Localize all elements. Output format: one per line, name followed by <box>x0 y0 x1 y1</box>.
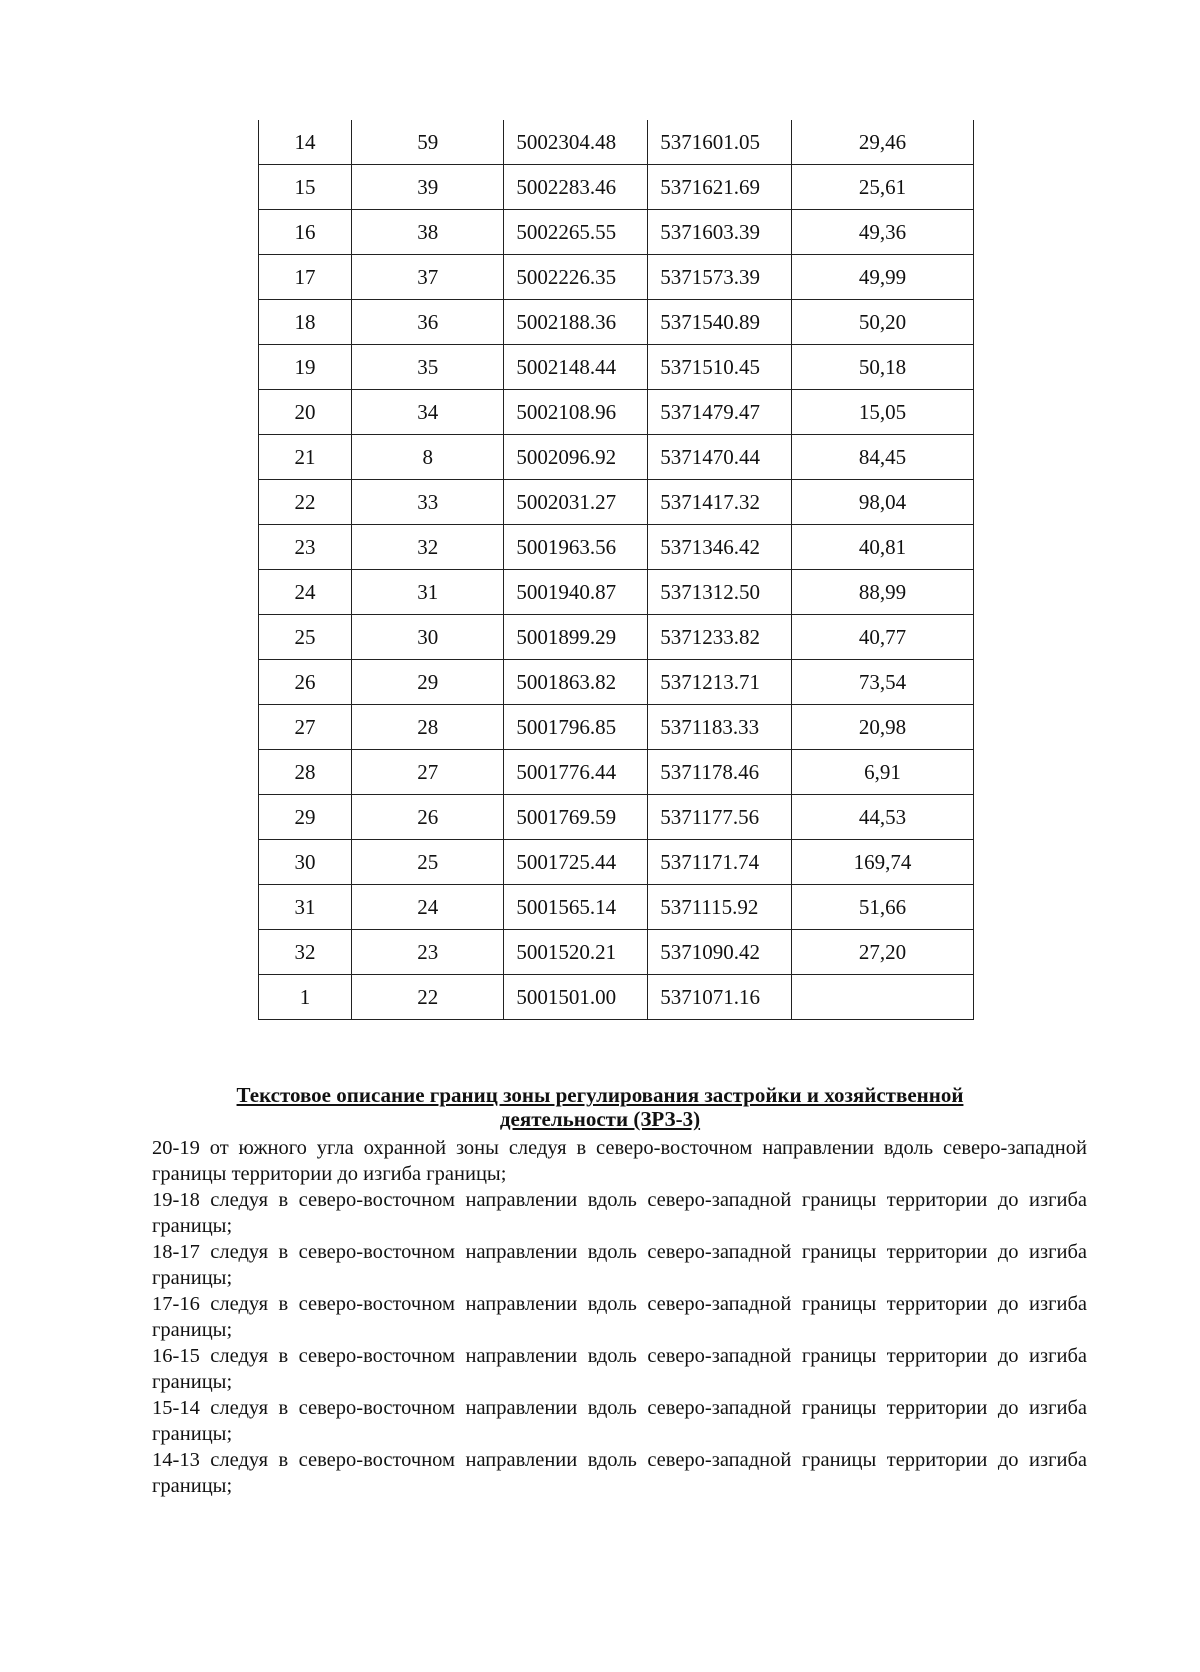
point-number-cell: 39 <box>352 165 504 210</box>
y-coordinate-cell: 5371090.42 <box>648 930 792 975</box>
row-number-cell: 22 <box>259 480 352 525</box>
table-row <box>259 120 974 165</box>
y-coordinate-cell: 5371233.82 <box>648 615 792 660</box>
table-row <box>259 795 974 840</box>
segment-length-cell: 98,04 <box>792 480 974 525</box>
segment-length-cell: 25,61 <box>792 165 974 210</box>
description-paragraph: 15-14 следуя в северо-восточном направлении вдоль северо-западной границы территории до изгиба границы; <box>152 1397 1087 1445</box>
table-row <box>259 615 974 660</box>
segment-length-cell: 27,20 <box>792 930 974 975</box>
section-title-line-2: деятельности (ЗРЗ-3) <box>499 1107 701 1131</box>
description-paragraph: 19-18 следуя в северо-восточном направлении вдоль северо-западной границы территории до изгиба границы; <box>152 1189 1087 1237</box>
segment-length-cell: 84,45 <box>792 435 974 480</box>
table-row <box>259 300 974 345</box>
coordinates-table <box>258 120 974 1020</box>
segment-length-cell: 49,36 <box>792 210 974 255</box>
point-number-cell: 29 <box>352 660 504 705</box>
table-row <box>259 390 974 435</box>
x-coordinate-cell: 5001776.44 <box>504 750 648 795</box>
x-coordinate-cell: 5001940.87 <box>504 570 648 615</box>
segment-length-cell: 169,74 <box>792 840 974 885</box>
row-number-cell: 30 <box>259 840 352 885</box>
segment-length-cell: 29,46 <box>792 120 974 165</box>
row-number-cell: 25 <box>259 615 352 660</box>
y-coordinate-cell: 5371470.44 <box>648 435 792 480</box>
table-row <box>259 255 974 300</box>
description-paragraph: 17-16 следуя в северо-восточном направлении вдоль северо-западной границы территории до изгиба границы; <box>152 1293 1087 1341</box>
table-row <box>259 210 974 255</box>
table-row <box>259 525 974 570</box>
y-coordinate-cell: 5371178.46 <box>648 750 792 795</box>
table-row <box>259 660 974 705</box>
segment-length-cell: 88,99 <box>792 570 974 615</box>
x-coordinate-cell: 5001565.14 <box>504 885 648 930</box>
y-coordinate-cell: 5371601.05 <box>648 120 792 165</box>
y-coordinate-cell: 5371071.16 <box>648 975 792 1020</box>
description-paragraph: 14-13 следуя в северо-восточном направлении вдоль северо-западной границы территории до изгиба границы; <box>152 1449 1087 1497</box>
y-coordinate-cell: 5371312.50 <box>648 570 792 615</box>
y-coordinate-cell: 5371115.92 <box>648 885 792 930</box>
row-number-cell: 23 <box>259 525 352 570</box>
row-number-cell: 29 <box>259 795 352 840</box>
row-number-cell: 1 <box>259 975 352 1020</box>
segment-length-cell: 73,54 <box>792 660 974 705</box>
y-coordinate-cell: 5371603.39 <box>648 210 792 255</box>
point-number-cell: 26 <box>352 795 504 840</box>
x-coordinate-cell: 5002148.44 <box>504 345 648 390</box>
segment-length-cell: 50,18 <box>792 345 974 390</box>
table-row <box>259 435 974 480</box>
x-coordinate-cell: 5001501.00 <box>504 975 648 1020</box>
row-number-cell: 32 <box>259 930 352 975</box>
segment-length-cell: 40,77 <box>792 615 974 660</box>
point-number-cell: 28 <box>352 705 504 750</box>
point-number-cell: 38 <box>352 210 504 255</box>
x-coordinate-cell: 5001796.85 <box>504 705 648 750</box>
x-coordinate-cell: 5001520.21 <box>504 930 648 975</box>
segment-length-cell: 6,91 <box>792 750 974 795</box>
point-number-cell: 33 <box>352 480 504 525</box>
x-coordinate-cell: 5001725.44 <box>504 840 648 885</box>
x-coordinate-cell: 5002283.46 <box>504 165 648 210</box>
segment-length-cell: 51,66 <box>792 885 974 930</box>
x-coordinate-cell: 5002265.55 <box>504 210 648 255</box>
point-number-cell: 34 <box>352 390 504 435</box>
x-coordinate-cell: 5001769.59 <box>504 795 648 840</box>
row-number-cell: 18 <box>259 300 352 345</box>
row-number-cell: 16 <box>259 210 352 255</box>
point-number-cell: 8 <box>352 435 504 480</box>
point-number-cell: 36 <box>352 300 504 345</box>
point-number-cell: 32 <box>352 525 504 570</box>
row-number-cell: 31 <box>259 885 352 930</box>
x-coordinate-cell: 5002226.35 <box>504 255 648 300</box>
table-row <box>259 705 974 750</box>
segment-length-cell <box>792 975 974 1020</box>
table-row <box>259 480 974 525</box>
x-coordinate-cell: 5002096.92 <box>504 435 648 480</box>
row-number-cell: 21 <box>259 435 352 480</box>
y-coordinate-cell: 5371183.33 <box>648 705 792 750</box>
segment-length-cell: 50,20 <box>792 300 974 345</box>
table-row <box>259 885 974 930</box>
row-number-cell: 15 <box>259 165 352 210</box>
point-number-cell: 30 <box>352 615 504 660</box>
segment-length-cell: 15,05 <box>792 390 974 435</box>
point-number-cell: 22 <box>352 975 504 1020</box>
point-number-cell: 35 <box>352 345 504 390</box>
y-coordinate-cell: 5371213.71 <box>648 660 792 705</box>
point-number-cell: 24 <box>352 885 504 930</box>
row-number-cell: 20 <box>259 390 352 435</box>
point-number-cell: 37 <box>352 255 504 300</box>
x-coordinate-cell: 5002188.36 <box>504 300 648 345</box>
row-number-cell: 14 <box>259 120 352 165</box>
segment-length-cell: 49,99 <box>792 255 974 300</box>
table-row <box>259 975 974 1020</box>
x-coordinate-cell: 5001899.29 <box>504 615 648 660</box>
row-number-cell: 24 <box>259 570 352 615</box>
table-row <box>259 570 974 615</box>
segment-length-cell: 40,81 <box>792 525 974 570</box>
y-coordinate-cell: 5371540.89 <box>648 300 792 345</box>
point-number-cell: 31 <box>352 570 504 615</box>
section-title-line-1: Текстовое описание границ зоны регулирования застройки и хозяйственной <box>236 1083 964 1107</box>
point-number-cell: 23 <box>352 930 504 975</box>
row-number-cell: 28 <box>259 750 352 795</box>
table-row <box>259 750 974 795</box>
x-coordinate-cell: 5001963.56 <box>504 525 648 570</box>
row-number-cell: 27 <box>259 705 352 750</box>
section-title <box>150 1083 1050 1131</box>
y-coordinate-cell: 5371177.56 <box>648 795 792 840</box>
point-number-cell: 59 <box>352 120 504 165</box>
table-row <box>259 345 974 390</box>
table-row <box>259 930 974 975</box>
y-coordinate-cell: 5371510.45 <box>648 345 792 390</box>
segment-length-cell: 20,98 <box>792 705 974 750</box>
y-coordinate-cell: 5371621.69 <box>648 165 792 210</box>
row-number-cell: 19 <box>259 345 352 390</box>
y-coordinate-cell: 5371573.39 <box>648 255 792 300</box>
boundary-description <box>152 1135 1087 1499</box>
row-number-cell: 26 <box>259 660 352 705</box>
y-coordinate-cell: 5371171.74 <box>648 840 792 885</box>
coordinates-table-body <box>259 120 974 1020</box>
y-coordinate-cell: 5371417.32 <box>648 480 792 525</box>
x-coordinate-cell: 5002031.27 <box>504 480 648 525</box>
x-coordinate-cell: 5001863.82 <box>504 660 648 705</box>
table-row <box>259 165 974 210</box>
x-coordinate-cell: 5002304.48 <box>504 120 648 165</box>
table-row <box>259 840 974 885</box>
y-coordinate-cell: 5371346.42 <box>648 525 792 570</box>
x-coordinate-cell: 5002108.96 <box>504 390 648 435</box>
point-number-cell: 25 <box>352 840 504 885</box>
y-coordinate-cell: 5371479.47 <box>648 390 792 435</box>
description-paragraph: 16-15 следуя в северо-восточном направлении вдоль северо-западной границы территории до изгиба границы; <box>152 1345 1087 1393</box>
description-paragraph: 20-19 от южного угла охранной зоны следуя в северо-восточном направлении вдоль северо-западной границы территории до изгиба границы; <box>152 1137 1087 1185</box>
segment-length-cell: 44,53 <box>792 795 974 840</box>
row-number-cell: 17 <box>259 255 352 300</box>
point-number-cell: 27 <box>352 750 504 795</box>
description-paragraph: 18-17 следуя в северо-восточном направлении вдоль северо-западной границы территории до изгиба границы; <box>152 1241 1087 1289</box>
